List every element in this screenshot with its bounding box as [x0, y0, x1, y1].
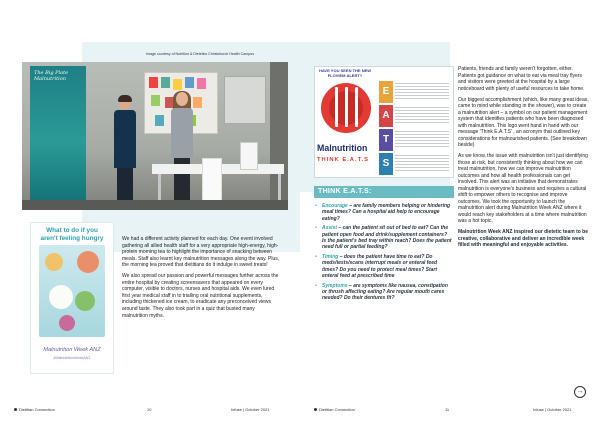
- table-sign: [240, 142, 258, 170]
- closing-paragraph: Malnutrition Week ANZ inspired our dietetic team to be creative, collaborative and deliver an incredible week filled with meaningful and enjoyable activities.: [458, 229, 589, 248]
- eats-row: S: [379, 153, 449, 175]
- page-number: 11: [445, 407, 450, 412]
- banner-text: The Big Plate Malnutrition: [34, 70, 69, 82]
- malnutrition-alert-poster: [314, 66, 454, 178]
- eats-row: A: [379, 105, 449, 127]
- eats-grid: [379, 71, 449, 171]
- right-page: [300, 0, 600, 424]
- footer-brand: Dietitian Connection: [14, 407, 55, 412]
- pull-up-banner: [30, 66, 86, 204]
- poster-malnutrition: Malnutrition: [317, 143, 368, 153]
- image-caption: Image courtesy of Nutrition & Dietetics Christchurch Health Campus: [146, 52, 255, 56]
- dietitian-person: [170, 92, 194, 210]
- page-number: 10: [147, 407, 152, 412]
- event-photo: [22, 62, 288, 210]
- wall-poster: [224, 76, 266, 124]
- poster-title: What to do if you aren't feeling hungry: [40, 227, 104, 242]
- knife-icon: [345, 87, 348, 127]
- poster-brand: Malnutrition Week ANZ: [43, 347, 101, 353]
- paragraph: We had a different activity planned for each day. One event involved gathering all allied health staff for a very appropriate high-energy, high-protein morning tea to highlight the importance of snacking between meals. Staff also learnt key malnutrition messages along the way. Plus, the morning tea proved that dietitians do it indulge in sweet treats!: [122, 236, 280, 269]
- list-item: • Symptoms – are symptoms like nausea, constipation or thrush affecting eating? Are regular mouth cares needed? Do their dentures fit?: [315, 282, 448, 302]
- right-body-text: [458, 66, 590, 253]
- poster-think: THINK E.A.T.S: [317, 157, 369, 163]
- list-item: • Timing – does the patient have time to eat? Do meds/tests/scans interrupt meals or enteral feed times? Do you need to protect meal times? Start enteral feed at prescribed time: [315, 254, 438, 279]
- hunger-tips-poster: [30, 222, 114, 374]
- spoon-icon: [355, 87, 358, 127]
- brand-logo-icon: [14, 408, 17, 411]
- next-page-arrow-icon[interactable]: →: [574, 386, 586, 398]
- eats-list: [314, 203, 452, 305]
- think-eats-heading: THINK E.A.T.S:: [314, 186, 454, 198]
- brand-logo-icon: [314, 408, 317, 411]
- paragraph: We also spread our passion and powerful messages further across the entire hospital by creating screensavers that appeared on every computer, visible to doctors, nurses and hospital aids. We even lured first year medical staff in to trialling oral nutritional supplements, including thickened ice cream, to eradicate any preconceived views around taste. They also took part in a quiz that busted many malnutrition myths.: [122, 272, 279, 319]
- left-body-text: [122, 236, 280, 323]
- paragraph: Patients, friends and family weren't forgotten, either. Patients got guidance on what to eat via meal tray flyers and visitors were greeted at the hospital by a large noticeboard with plenty of useful resources to take home.: [458, 66, 585, 92]
- list-item: • Encourage – are family members helping or hindering meal times? Can a hospital aid help to encourage eating?: [315, 203, 451, 222]
- footer-brand: Dietitian Connection: [314, 407, 355, 412]
- fork-icon: [335, 87, 338, 127]
- eats-row: T: [379, 129, 449, 151]
- eats-row: E: [379, 81, 449, 103]
- poster-illustration: [39, 245, 105, 337]
- poster-header: HAVE YOU SEEN THE NEW FLOVIEM ALERT?: [318, 68, 372, 78]
- list-item: • Assist – can the patient sit out of bed to eat? Can the patient open food and drink/supplement containers? Is the patient's bed tray within reach? Does the patient need full or partial feeding?: [315, 225, 452, 251]
- issue-label: Infuse | October 2021: [533, 407, 572, 412]
- dietitian-person: [114, 96, 136, 210]
- paragraph: Our biggest accomplishment (which, like many great ideas, came to mind while standing in the shower), was to create a malnutrition alert – a symbol on our patient management system that identifies patients who have been diagnosed with malnutrition. This logo went hand in hand with our message 'Think E.A.T.S' , an acronym that outlined key considerations for malnourished patients. (See breakdown beside): [458, 96, 589, 148]
- issue-label: Infuse | October 2021: [231, 407, 270, 412]
- poster-hashtag: #MalnutritionWeekANZ: [53, 356, 91, 360]
- paragraph: As we know, the issue with malnutrition isn't just identifying those at risk, but consistently thinking about how we can treat malnutrition, how we can improve malnutrition outcomes and how all health professionals can get involved. This alert was an initiative that demonstrates malnutrition is everyone's business and requires a cultural shift to empower others to recognise and improve outcomes. We took the opportunity to launch the malnutrition alert during Malnutrition Week ANZ where it would reach key stakeholders at a time where malnutrition was a hot topic.: [458, 153, 588, 224]
